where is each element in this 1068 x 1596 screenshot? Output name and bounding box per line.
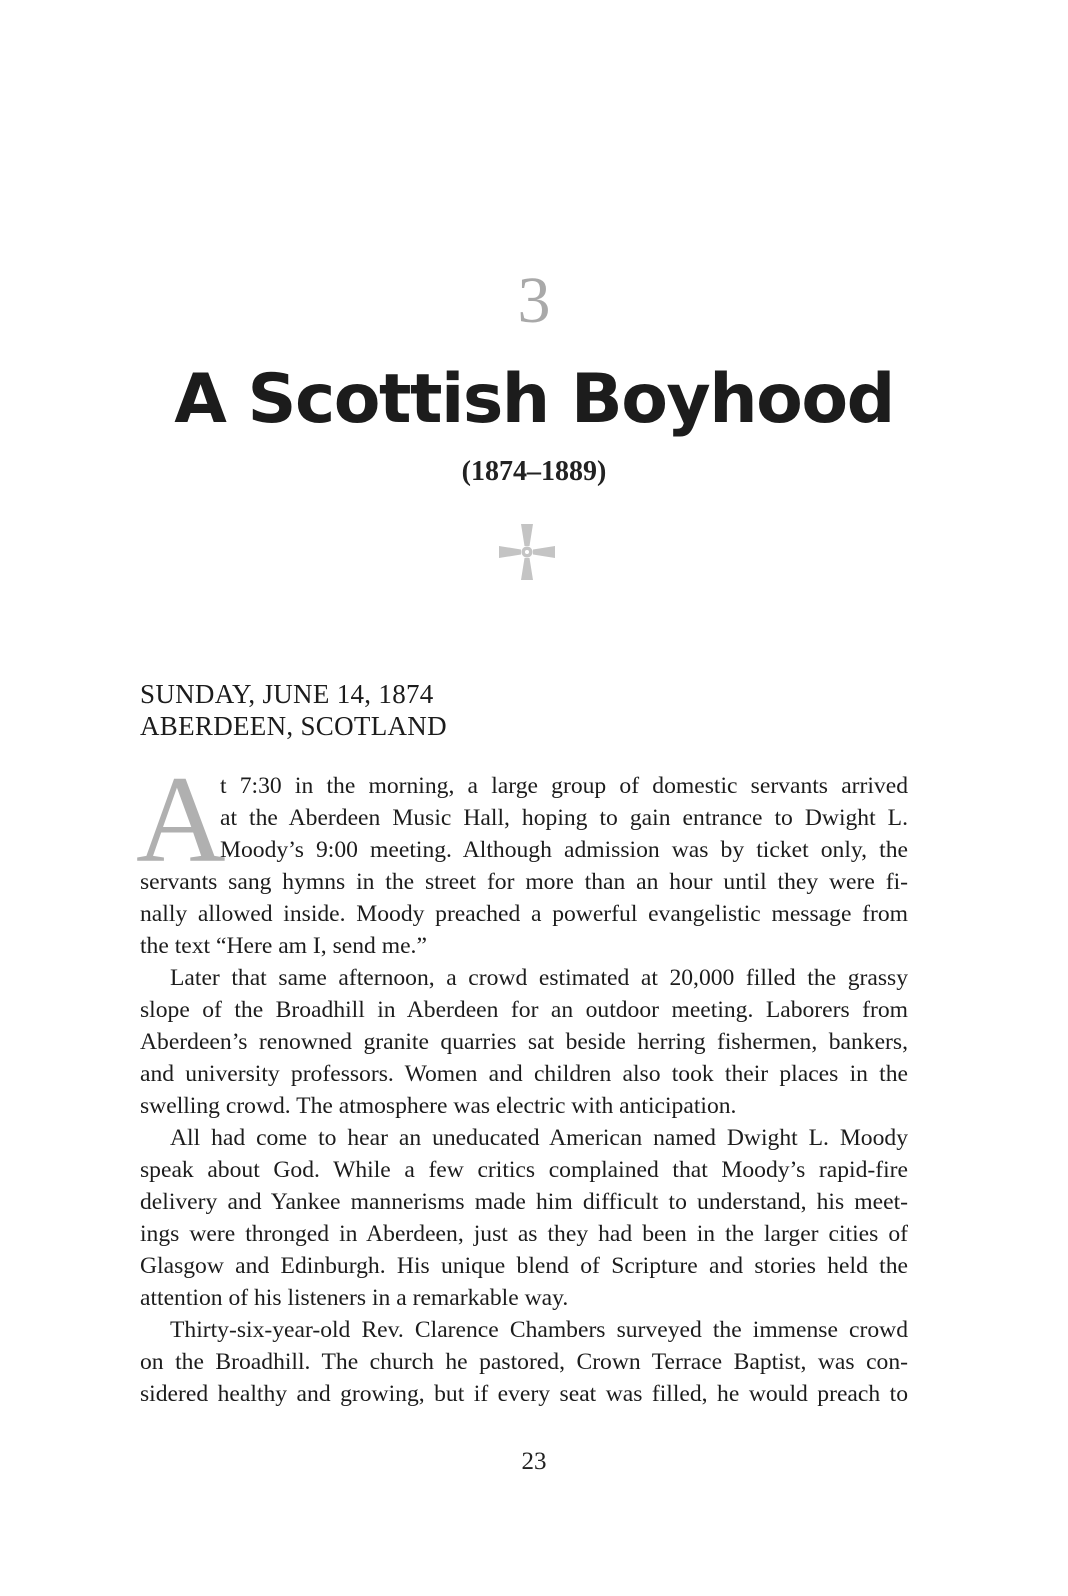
text-line: Moody’s 9:00 meeting. Although admission was by ticket only, the xyxy=(220,837,908,863)
text-line: Aberdeen’s renowned granite quarries sat beside herring fishermen, bankers, xyxy=(140,1029,908,1055)
text-line: Thirty-six-year-old Rev. Clarence Chambers surveyed the immense crowd xyxy=(170,1317,908,1343)
paragraph-4 xyxy=(140,1314,908,1410)
text-line: the text “Here am I, send me.” xyxy=(140,933,427,959)
chapter-title: A Scottish Boyhood xyxy=(174,360,894,439)
paragraph-2 xyxy=(140,962,908,1122)
chapter-number: 3 xyxy=(517,264,551,337)
text-line: All had come to hear an uneducated American named Dwight L. Moody xyxy=(170,1125,908,1151)
text-line: on the Broadhill. The church he pastored, Crown Terrace Baptist, was con- xyxy=(140,1349,908,1375)
text-line: Glasgow and Edinburgh. His unique blend of Scripture and stories held the xyxy=(140,1253,908,1279)
text-line: attention of his listeners in a remarkable way. xyxy=(140,1285,569,1311)
text-line: swelling crowd. The atmosphere was electric with anticipation. xyxy=(140,1093,737,1119)
text-line: at the Aberdeen Music Hall, hoping to gain entrance to Dwight L. xyxy=(220,805,908,831)
text-line: speak about God. While a few critics complained that Moody’s rapid-fire xyxy=(140,1157,908,1183)
paragraph-3 xyxy=(140,1122,908,1314)
text-line: and university professors. Women and children also took their places in the xyxy=(140,1061,908,1087)
dateline xyxy=(140,678,447,742)
text-line: Later that same afternoon, a crowd estimated at 20,000 filled the grassy xyxy=(170,965,908,991)
text-line: delivery and Yankee mannerisms made him difficult to understand, his meet- xyxy=(140,1189,908,1215)
text-line: slope of the Broadhill in Aberdeen for an outdoor meeting. Laborers from xyxy=(140,997,908,1023)
paragraph-1 xyxy=(136,751,908,962)
maltese-cross-icon xyxy=(495,520,559,584)
text-line: t 7:30 in the morning, a large group of domestic servants arrived xyxy=(220,773,908,799)
text-line: sidered healthy and growing, but if every seat was filled, he would preach to xyxy=(140,1381,908,1407)
page-number: 23 xyxy=(521,1448,547,1475)
text-line: ings were thronged in Aberdeen, just as they had been in the larger cities of xyxy=(140,1221,908,1247)
dateline-place: ABERDEEN, SCOTLAND xyxy=(140,711,447,741)
drop-cap: A xyxy=(136,751,226,888)
body-text xyxy=(136,751,908,1410)
chapter-dates: (1874–1889) xyxy=(461,456,607,487)
dateline-date: SUNDAY, JUNE 14, 1874 xyxy=(140,679,434,709)
text-line: servants sang hymns in the street for more than an hour until they were fi- xyxy=(140,869,908,895)
text-line: nally allowed inside. Moody preached a powerful evangelistic message from xyxy=(140,901,908,927)
